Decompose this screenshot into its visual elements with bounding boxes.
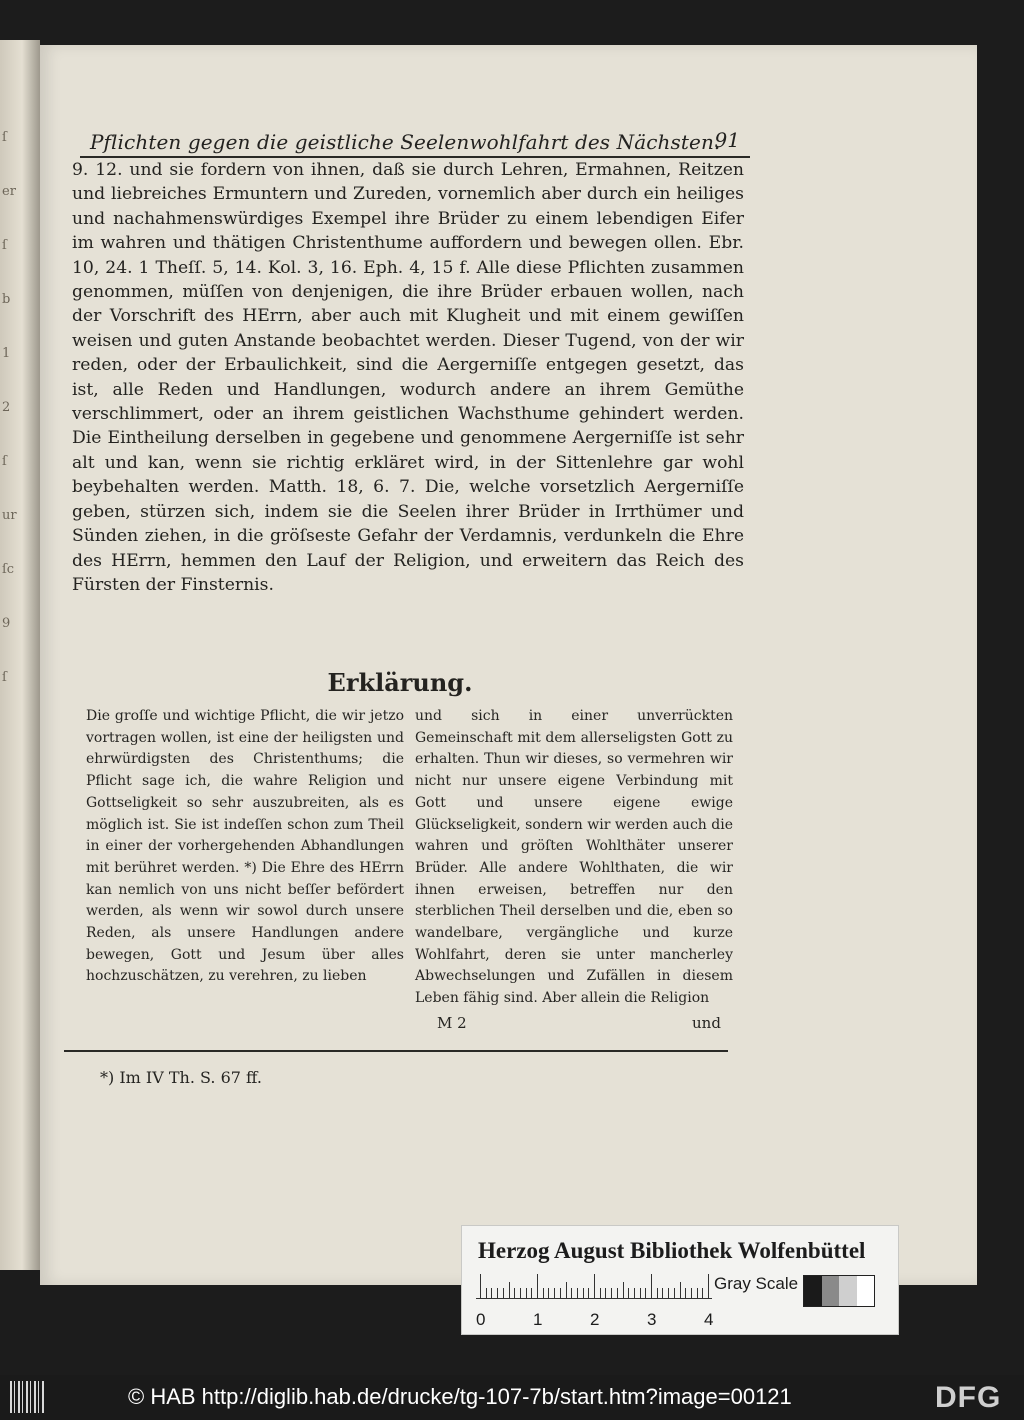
- ruler-tick: [611, 1288, 612, 1298]
- ruler-number: 3: [647, 1310, 657, 1329]
- viewer-footer: [0, 1375, 1024, 1420]
- ruler-tick: [531, 1288, 532, 1298]
- ruler-tick: [577, 1288, 578, 1298]
- ruler-tick: [526, 1288, 527, 1298]
- prev-page-fragment: ſ: [2, 454, 7, 469]
- ruler-tick: [566, 1282, 567, 1298]
- ruler-tick: [680, 1282, 681, 1298]
- prev-page-fragment: er: [2, 184, 16, 199]
- catchword: und: [692, 1014, 721, 1032]
- running-title: Pflichten gegen die geistliche Seelenwohlfahrt des Nächsten.: [90, 130, 721, 154]
- scale-ruler: [476, 1274, 712, 1299]
- ruler-tick: [702, 1288, 703, 1298]
- ruler-tick: [480, 1274, 481, 1298]
- ruler-tick: [657, 1288, 658, 1298]
- ruler-tick: [685, 1288, 686, 1298]
- prev-page-fragment: ur: [2, 508, 17, 523]
- ruler-tick: [486, 1288, 487, 1298]
- prev-page-fragment: ſc: [2, 562, 15, 577]
- ruler-tick: [491, 1288, 492, 1298]
- ruler-tick: [548, 1288, 549, 1298]
- ruler-tick: [537, 1274, 538, 1298]
- section-heading: Erklärung.: [327, 668, 473, 697]
- ruler-tick: [509, 1282, 510, 1298]
- gray-swatch: [857, 1276, 875, 1306]
- ruler-tick: [662, 1288, 663, 1298]
- copyright-link[interactable]: © HAB http://diglib.hab.de/drucke/tg-107-7b/start.htm?image=00121: [128, 1384, 792, 1409]
- ruler-tick: [520, 1288, 521, 1298]
- ruler-tick: [691, 1288, 692, 1298]
- prev-page-fragment: ſ: [2, 670, 7, 685]
- ruler-tick: [708, 1274, 709, 1298]
- prev-page-fragment: 2: [2, 400, 11, 415]
- signature-mark: M 2: [437, 1014, 467, 1032]
- ruler-tick: [594, 1274, 595, 1298]
- gray-swatch: [839, 1276, 857, 1306]
- text-column-left: Die groſſe und wichtige Pflicht, die wir jetzo vortragen wollen, ist eine der heiligsten und ehrwürdigsten des Christenthums; die Pflicht sage ich, die wahre Religion und Gottseligkeit so sehr auszubreiten, als es möglich ist. Sie ist indeſſen schon zum Theil in einer der vorhergehenden Abhandlungen mit berühret werden. *) Die Ehre des HErrn kan nemlich von uns nicht beſſer befördert werden, als wenn wir sowol durch unsere Reden, als unsere Handlungen andere bewegen, Gott und Jesum über alles hochzuschätzen, zu verehren, zu lieben: [86, 708, 404, 985]
- ruler-tick: [600, 1288, 601, 1298]
- body-paragraph: 9. 12. und sie fordern von ihnen, daß sie durch Lehren, Ermahnen, Reitzen und liebreiches Ermuntern und Zureden, vornemlich aber durch ein heiliges und nachahmenswürdiges Exempel ihre Brüder zu einem lebendigen Eifer im wahren und thätigen Christenthume auffordern und bewegen ollen. Ebr. 10, 24. 1 Theſſ. 5, 14. Kol. 3, 16. Eph. 4, 15 f. Alle diese Pflichten zusammen genommen, müſſen von denjenigen, die ihre Brüder erbauen wollen, nach der Vorschrift des HErrn, aber auch mit Klugheit und mit einem gewiſſen weisen und guten Anstande beobachtet werden. Dieser Tugend, von der wir reden, oder der Erbaulichkeit, sind die Aergerniſſe entgegen gesetzt, das ist, alle Reden und Handlungen, wodurch andere an ihrem Gemüthe verschlimmert, oder an ihrem geistlichen Wachsthume gehindert werden. Die Eintheilung derselben in gegebene und genommene Aergerniſſe ist sehr alt und kan, wenn sie richtig erkläret wird, in der Sittenlehre gar wohl beybehalten werden. Matth. 18, 6. 7. Die, welche vorsetzlich Aergerniſſe geben, stürzen sich, indem sie die Seelen ihrer Brüder in Irrthümer und Sünden ziehen, in die gröſseste Gefahr der Verdamnis, verdunkeln die Ehre des HErrn, hemmen den Lauf der Religion, und erweitern das Reich des Fürsten der Finsternis.: [72, 160, 744, 595]
- prev-page-fragment: 1: [2, 346, 11, 361]
- ruler-tick: [628, 1288, 629, 1298]
- ruler-tick: [571, 1288, 572, 1298]
- ruler-number: 1: [533, 1310, 543, 1329]
- library-name: Herzog August Bibliothek Wolfenbüttel: [478, 1238, 866, 1263]
- gray-swatch: [822, 1276, 840, 1306]
- ruler-tick: [674, 1288, 675, 1298]
- ruler-tick: [583, 1288, 584, 1298]
- ruler-tick: [634, 1288, 635, 1298]
- ruler-tick: [514, 1288, 515, 1298]
- ruler-tick: [651, 1274, 652, 1298]
- gray-swatch: [804, 1276, 822, 1306]
- ruler-tick: [503, 1288, 504, 1298]
- text-column-right: und sich in einer unverrückten Gemeinschaft mit dem allerseligsten Gott zu erhalten. Thun wir dieses, so vermehren wir nicht nur unsere eigene Verbindung mit Gott und unsere eigene ewige Glückseligkeit, sondern wir werden auch die wahren und gröſten Wohlthäter unserer Brüder. Alle andere Wohlthaten, die wir ihnen erweisen, betreffen nur den sterblichen Theil derselben und die, eben so wandelbare, vergängliche und kurze Wohlfahrt, deren sie unter mancherley Abwechselungen und Zufällen in diesem Leben fähig sind. Aber allein die Religion: [415, 708, 733, 1007]
- page-number: 91: [714, 128, 740, 152]
- ruler-tick: [668, 1288, 669, 1298]
- ruler-number: 2: [590, 1310, 600, 1329]
- ruler-tick: [640, 1288, 641, 1298]
- ruler-tick: [645, 1288, 646, 1298]
- ruler-tick: [560, 1288, 561, 1298]
- ruler-tick: [543, 1288, 544, 1298]
- previous-page-edge: [0, 40, 40, 1270]
- prev-page-fragment: 9: [2, 616, 11, 631]
- library-color-target: [461, 1225, 899, 1335]
- footnote: *) Im IV Th. S. 67 ff.: [100, 1068, 262, 1087]
- ruler-tick: [588, 1288, 589, 1298]
- ruler-tick: [554, 1288, 555, 1298]
- prev-page-fragment: b: [2, 292, 11, 307]
- ruler-number: 4: [704, 1310, 714, 1329]
- prev-page-fragment: ſ: [2, 238, 7, 253]
- footnote-rule: [64, 1050, 728, 1052]
- prev-page-fragment: ſ: [2, 130, 7, 145]
- barcode-icon: [10, 1381, 46, 1413]
- ruler-tick: [697, 1288, 698, 1298]
- gray-scale-label: Gray Scale: [714, 1274, 799, 1293]
- gray-scale-swatches: [803, 1275, 875, 1307]
- running-header: [90, 126, 750, 158]
- dfg-logo: DFG: [935, 1381, 1002, 1414]
- ruler-tick: [497, 1288, 498, 1298]
- ruler-number: 0: [476, 1310, 486, 1329]
- ruler-tick: [617, 1288, 618, 1298]
- ruler-tick: [605, 1288, 606, 1298]
- ruler-tick: [623, 1282, 624, 1298]
